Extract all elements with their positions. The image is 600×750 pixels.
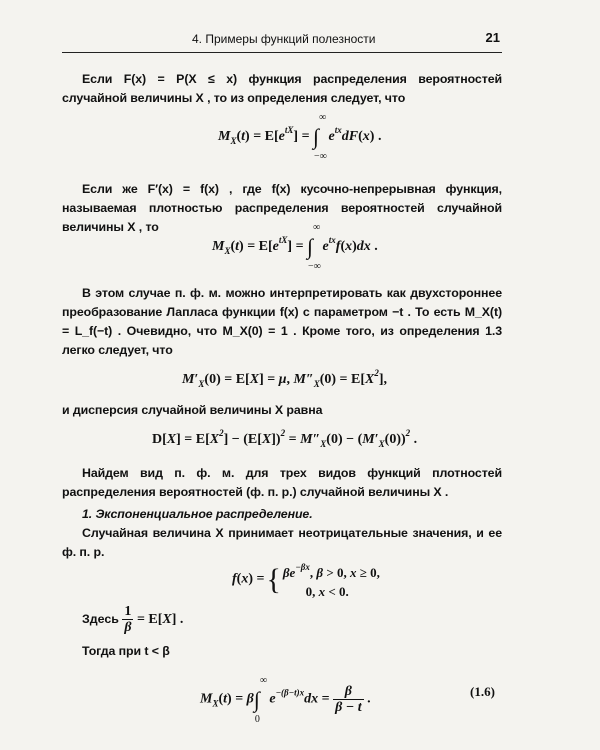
paragraph-3: В этом случае п. ф. м. можно интерпретировать как двухстороннее преобразование Лапласа функции f(x) с параметром −t . То есть M_X(t) = L_f(−t) . Очевидно, что M_X(0) = 1 . Кроме того, из определения 1.3 легко следует, что (62, 286, 502, 357)
equation-4: $D[X] = E[X^2] - (E[X])^2 = M''_X(0) - (M'_X(0))^2$ . (152, 428, 418, 449)
equation-6: $M_X(t) = \beta\int$ ∞ 0 $e^{-(\beta-t)x}dx$ = $\frac{\beta}{\beta - t}$ . (200, 674, 371, 725)
running-header (62, 30, 502, 53)
header-title: 4. Примеры функций полезности (192, 32, 376, 46)
integral-sign: ∫ ∞ −∞ (313, 112, 327, 162)
paragraph-2: Если же F′(x) = f(x) , где f(x) кусочно-непрерывная функция, называемая плотностью распределения вероятностей случайной величины X , то (62, 182, 502, 234)
paragraph-8: Тогда при t < β (82, 644, 170, 658)
integral-sign: ∫ ∞ 0 (253, 674, 267, 725)
section-title-exponential: 1. Экспоненциальное распределение. (82, 507, 313, 521)
paragraph-5: Найдем вид п. ф. м. для трех видов функций плотностей распределения вероятностей (ф. п. р.) случайной величины X . (62, 466, 502, 499)
paragraph-6: Случайная величина X принимает неотрицательные значения, и ее ф. п. р. (62, 526, 502, 559)
equation-number: (1.6) (470, 684, 495, 699)
paragraph-1: Если F(x) = P(X ≤ x) функция распределения вероятностей случайной величины X , то из определения следует, что (62, 72, 502, 105)
page-number: 21 (485, 30, 500, 45)
paragraph-4: и дисперсия случайной величины X равна (62, 403, 323, 417)
paragraph-7: Здесь $\frac{1}{\beta}$ = E[X] . (82, 604, 184, 635)
integral-sign: ∫ ∞ −∞ (307, 222, 321, 272)
equation-3: $M'_X(0) = E[X] = \mu$, $M''_X(0) = E[X^2]$, (182, 368, 388, 389)
equation-1: $M_X(t) = E[e^{tX}]$ = ∫ ∞ −∞ $e^{tx}dF(x)$ . (218, 112, 382, 162)
equation-2: $M_X(t) = E[e^{tX}]$ = ∫ ∞ −∞ $e^{tx}f(x)dx$ . (212, 222, 378, 272)
equation-5: f(x) ={ $\beta e^{-\beta x}$, β > 0, x ≥ 0, 0, x < 0. (232, 562, 380, 599)
